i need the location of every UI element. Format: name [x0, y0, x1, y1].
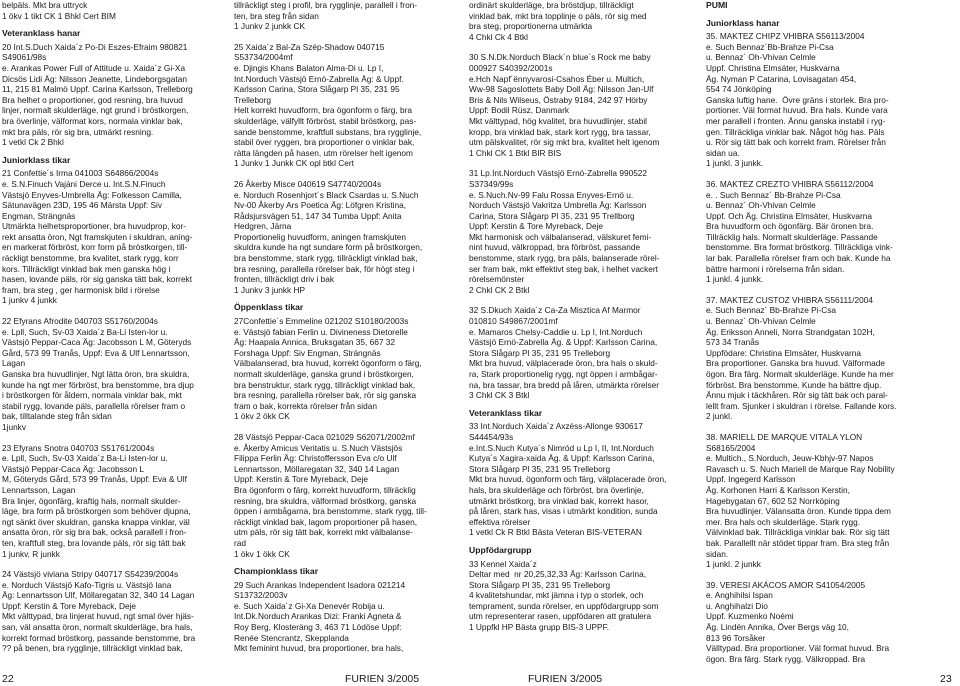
entry-text: 35. MAKTEZ CHIPZ VHIBRA S56113/2004 e. Such Bennaz´Bb-Brahze Pi-Csa u. Bennaz´ Oh-Vhivan Celmle Uppf. Christina Elmsäter, Huskvarna Äg. Nyman P Catarina, Lovisagatan 454, 554 74 Jönköping Ganska luftig hane. Övre gräns i storlek. Bra pro- portioner. Väl format huvud. Bra hals. Kunde vara mer parallell i fronten. Ännu ganska instabil i ryg- gen. Tillräckliga vinklar bak. Något hög has. Päls u. Rör sig tätt bak och korrekt fram. Rörelser från sidan ua. 1 junkl. 3 junkk. [706, 31, 889, 169]
entry-text: 33 Kennel Xaida´z Deltar med nr 20,25,32,33 Äg: Karlsson Carina, Stora Slågarp Pl 35, 231 95 Trelleborg 4 kvalitetshundar, mkt jämna i typ o storlek, och temprament, sunda rörelser, en uppfödargrupp som utm representerar rasen, uppfödaren att gratulera 1 Uppfkl HP Bästa grupp BIS-3 UPPF. [469, 558, 659, 633]
entry-text: 38. MARIELL DE MARQUE VITALA YLON S68165/2004 e. Multich., S.Norduch, Jeuw-Kbhjv-97 Napos Ravasch u. S. Nuch Mariell de Marque Ray Nobility Uppf. Ingegerd Karlsson Äg. Korhonen Harri & Karlsson Kerstin, Hagebygatan 67, 602 52 Norrköping Bra huvudlinjer. Välansatta öron. Kunde tippa dem mer. Bra hals och skulderläge. Stark rygg. Välvinklad bak. Tillräckliga vinklar bak. Rör sig tätt bak. Parallellt när stödet tippar fram. Bra steg från sidan. 1 junkl. 2 junkk [706, 431, 895, 570]
entry-text: 37. MAKTEZ CUSTOZ VHIBRA S56111/2004 e. Such Bennaz´ Bb-Brahze Pi-Csa u. Bennaz´ Oh-Vhivan Celmle Äg. Eriksson Anneli, Norra Strandgatan 102H, 573 34 Tranås Uppfödare: Christina Elmsäter, Huskvarna Bra proportioner. Ganska bra huvud. Välformade ögon. Bra färg. Normalt skulderläge. Kunde ha mer förbröst. Bra benstomme. Kunde ha bättre djup. Ännu mjuk i täckhåren. Rör sig tätt bak och paral- lellt fram. Sjunker i skuldran i rörelse. Fallande kors. 2 junkl. [706, 294, 897, 422]
entry-text: 28 Västsjö Peppar-Caca 021029 S62071/2002mf e. Åkerby Amicus Veritatis u. S.Nuch Västsjös Filippa Ferlin Äg: Christoffersson Eva c/o Ulf Lennartsson, Möllaregatan 32, 340 14 Lagan Uppf: Kerstin & Tore Myreback, Deje Bra ögonform o färg, korrekt huvudform, tillräcklig resning, bra skuldra, välformad bröstkorg, ganska öppen i armbågarna, bra benstomme, stark rygg, till- räckligt vinklad bak, lagom proportioner på hasen, utm päls, rör sig tätt bak, korrekt mkt välbalanse- rad 1 ökv 1 ökk CK [234, 431, 427, 559]
magazine-issue-left: FURIEN 3/2005 [345, 673, 420, 685]
entry-text: 32 S.Dkuch Xaida´z Ca-Za Misztica Af Marmor 010810 S49867/2001mf e. Mamaros Chelsy-Caddie u. Lp I, Int.Norduch Västsjö Ernö-Zabrella Äg. & Uppf: Karlsson Carina, Stora Slågarp Pl 35, 231 95 Trelleborg Mkt bra huvud, välplacerade öron, bra hals o skuld- ra, Stark proportionelig rygg, ngt öppen i armbågar- na, bra tassar, bra bredd på låren, utmärkta rörelser 3 Chkl CK 3 Btkl [469, 305, 660, 401]
magazine-issue-right: FURIEN 3/2005 [528, 673, 603, 685]
entry-text: 39. VERESI AKÁCOS AMOR S41054/2005 e. Anghihilsi Ispan u. Anghihalzi Dio Uppf. Kuzmenko Noémi Äg. Lindén Annika, Över Bergs väg 10, 813 96 Torsåker Välltypad. Bra proportioner. Väl format huvud. Bra ögon. Bra färg. Stark rygg. Välkroppad. Bra [706, 579, 890, 664]
column-4 [706, 0, 950, 664]
entry-text: ordinärt skulderläge, bra bröstdjup, tillräckligt vinklad bak, mkt bra topplinje o päls, rör sig med bra steg, proportionerna utmärkta 4 Chkl Ck 4 Btkl [469, 0, 647, 42]
section-heading: Juniorklass tikar [2, 154, 71, 165]
entry-text: belpäls. Mkt bra uttryck 1 ökv 1 tikt CK 1 Bhkl Cert BIM [2, 0, 116, 21]
section-heading: Juniorklass hanar [706, 17, 780, 28]
entry-text: 22 Efyrans Afrodite 040703 S51760/2004s e. Lpll, Such, Sv-03 Xaida´z Ba-Li Isten-lor u. Västsjö Peppar-Caca Äg: Jacobsson L M, Göteryds Gård, 573 99 Tranås, Uppf: Eva & Ulf Lennartsson, Lagan Ganska bra huvudlinjer, Ngt lätta öron, bra skuldra, kunde ha ngt mer förbröst, bra benstomme, bra djup i bröstkorgen för åldern, normala vinklar bak, mkt stabil rygg, lovande päls, parallella rörelser fram o bak, tilltalande steg från sidan 1junkv [2, 316, 194, 432]
column-3 [469, 0, 689, 633]
page-number-left: 22 [2, 673, 14, 685]
entry-text: 27Confettie´s Emmeline 021202 S10180/2003s e. Västsjö fabian Ferlin u. Divineness Dietorelle Äg: Haapala Annica, Bruksgatan 35, 667 32 Forshaga Uppf: Siv Engman, Strängnäs Välbalanserad, bra huvud, korrekt ögonform o färg, normalt skulderläge, ganska grund i bröstkorgen, bra benstruktur, stark rygg, tillräckligt vinklad bak, bra resning, parallella rörelser bak, rör sig ganska fram o bak, korrekta rörelser från sidan 1 ökv 2 ökk CK [234, 316, 422, 422]
section-heading: PUMI [706, 0, 728, 10]
entry-text: 20 Int.S.Duch Xaida´z Po-Di Eszes-Efraim 980821 S49061/98s e. Arankas Power Full of Attitude u. Xaida´z Gi-Xa Dicsös Lidi Äg: Nilsson Jeanette, Lindeborgsgatan 11, 215 81 Malmö Uppf. Carina Karlsson, Trelleborg Bra helhet o proportioner, god resning, bra huvud linjer, normalt skulderläge, ngt grund i bröstkorgen, bra överlinje, välformat kors, normala vinklar bak, mkt bra päls, rör sig bra, utmärkt resning. 1 vetkl Ck 2 Bhkl [2, 41, 193, 148]
entry-text: tillräckligt steg i profil, bra rygglinje, parallell i fron- ten, bra steg från sidan 1 Junkv 2 junkk CK [234, 0, 418, 32]
entry-text: 33 Int.Norduch Xaida´z Axzéss-Allonge 930617 S44454/93s e.Int.S.Nuch Kutya´s Nimród u Lp I, II, Int.Norduch Kutya´s Xagira-xaida Äg. & Uppf: Karlsson Carina, Stora Slågarp Pl 35, 231 95 Trelleborg Mkt bra huvud, ögonform och färg, välplacerade öron, hals, bra skulderläge och förbröst, bra överlinje, utmärkt bröstkorg, bra vinklad bak, korrekt hasor, på låren, stark has, visas i utmärkt kondition, sunda effektiva rörelser 1 vetkl Ck R Btkl Bästa Veteran BIS-VETERAN [469, 421, 667, 538]
entry-text: 23 Efyrans Snotra 040703 S51761/2004s e. Lpll, Such, Sv-03 Xaida´z Ba-Li Isten-lor u. Västsjö Peppar-Caca Äg: Jacobsson L M, Göteryds Gård, 573 99 Tranås, Uppf: Eva & Ulf Lennartsson, Lagan Bra linjer, ögonfärg, kraftig hals, normalt skulder- läge, bra form på bröstkorgen som behöver djupna, ngt sänkt över skuldran, ganska knappa vinklar, väl ansatta öron, rör sig bra bak, också parallell i fron- ten, kraftfull steg, bra lovande päls, rör sig tätt bak 1 junkv, R junkk [2, 442, 191, 559]
entry-text: 25 Xaida´z Bal-Za Szép-Shadow 040715 S53734/2004mf e. Djingis Khans Balaton Alma-Di u. Lp I, Int.Norduch Västsjö Ernö-Zabrella Äg: & Uppf. Karlsson Carina, Stora Slågarp Pl 35, 231 95 Trelleborg Helt korrekt huvudform, bra ögonform o färg, bra skulderläge, välfyllt förbröst, stabil bröstkorg, pas- sande benstomme, kraftfull substans, bra rygglinje, stabil över ryggen, bra proportioner o vinklar bak, rätta längden på hasen, utm rörelser helt igenom 1 Junkv 1 Junkk CK opl btkl Cert [234, 41, 422, 169]
entry-text: 26 Åkerby Misce 040619 S47740/2004s e. Norduch Rosenhjort´s Black Csardas u. S.Nuch Nv-00 Åkerby Ars Poetica Äg: Löfgren Kristina, Rådsjursvägen 51, 147 34 Tumba Uppf: Anita Hedgren, Järna Proportionelig huvudform, aningen framskjuten skuldra kunde ha ngt sundare form på bröstkorgen, bra benstomme, stark rygg, tillräckligt vinklad bak, bra resning, parallella rörelser bak, för högt steg i fronten, tillräckligt driv i bak 1 Junkv 3 junkk HP [234, 178, 423, 295]
entry-text: 36. MAKTEZ CREZTO VHIBRA S56112/2004 e. . Such Bennaz´ Bb-Brahze Pi-Csa u. Bennaz´ Oh-Vhivan Celmle Uppf. Och Äg. Christina Elmsäter, Huskvarna Bra huvudform och ögonfärg. Bär öronen bra. Tillräcklig hals. Normalt skulderläge. Passande benstomme. Bra format bröstkorg. Tillräckliga vink- lar bak. Parallella rörelser fram och bak. Kunde ha bättre harmoni i rörelserna från sidan. 1 junkl. 4 junkk. [706, 178, 893, 285]
column-2 [234, 0, 448, 654]
section-heading: Uppfödargrupp [469, 544, 532, 555]
entry-text: 31 Lp.Int.Norduch Västsjö Ernö-Zabrella 990522 S37349/99s e. S.Nuch.Nv-99 Falu Rossa Enyves-Ernö u. Norduch Västsjö Vakritza Umbrella Äg: Karlsson Carina, Stora Slågarp Pl 35, 231 95 Trellborg Uppf: Kerstin & Tore Myreback, Deje Mkt harmonisk och välbalanserad, välskuret femi- nint huvud, välkroppad, bra förbröst, passande benstomme, stark rygg, bra päls, balanserade rörel- ser fram bak, mkt effektivt steg bak, i helhet vackert rörelsemönster 2 Chkl CK 2 Btkl [469, 168, 660, 295]
section-heading: Veteranklass hanar [2, 28, 81, 39]
entry-text: 29 Such Arankas Independent Isadora 021214 S13732/2003v e. Such Xaida´z Gi-Xa Denevér Robija u. Int.Dk.Norduch Arankas Dizi: Franki Agneta & Roy Berg, Klosteräng 3, 463 71 Lödöse Uppf: Renée Stencrantz, Skepplanda Mkt feminint huvud, bra proportioner, bra hals, [234, 579, 406, 654]
column-1 [2, 0, 216, 654]
section-heading: Öppenklass tikar [234, 302, 304, 313]
entry-text: 24 Västsjö viviana Stripy 040717 S54239/2004s e. Norduch Västsjö Kafo-Tigris u. Västsjö Iana Äg: Lennartsson Ulf, Möllaregatan 32, 340 14 Lagan Uppf: Kerstin & Tore Myreback, Deje Mkt välttypad, bra linjerat huvud, ngt smal över hjäs- san, väl ansatta öron, normalt skulderläge, bra hals, korrekt formad bröstkorg, passande benstomme, bra ?? på benen, bra rygglinje, tillräckligt vinklad bak, [2, 569, 196, 654]
entry-text: 21 Confettie´s Irma 041003 S64866/2004s e. S.N.Finuch Vajáni Derce u. Int.S.N.Finuch Västsjö Enyves-Umbrella Äg: Folkesson Camilla, Sätunavägen 23D, 195 46 Märsta Uppf: Siv Engman, Strängnäs Utmärkta helhetsproportioner, bra huvudprop, kor- rekt ansatta öron, Ngt framskjuten i skuldran, aning- en markerat förbröst, korr form på bröstkorgen, till- räckligt benstomme, bra kvalitet, stark rygg, korr kors. Tillräckligt vinklad bak men ganska hög i hasen, lovande päls, rör sig ganska tätt bak, korrekt fram, bra steg , ger harmonisk bild i rörelse 1 junkv 4 junkk [2, 168, 193, 306]
section-heading: Championklass tikar [234, 566, 319, 577]
page-number-right: 23 [940, 673, 952, 685]
section-heading: Veteranklass tikar [469, 407, 543, 418]
entry-text: 30 S.N.Dk.Norduch Black´n blue´s Rock me baby 000927 S40392/2001s e.Hch Napf´ënnyvarosi-Csahos Éber u. Multich, Ww-98 Sagoslottets Baby Doll Äg: Nilsson Jan-Ulf Bris & Nils Wilseus, Östraby 9184, 242 97 Hörby Uppf: Bodil Rüsz, Danmark Mkt välttypad, hög kvalitet, bra huvudlinjer, stabil kropp, bra vinklad bak, stark kort rygg, bra tassar, utm pälskvalitet, rör sig mkt bra, kvalitet helt igenom 1 Chkl CK 1 Btkl BIR BIS [469, 52, 660, 158]
